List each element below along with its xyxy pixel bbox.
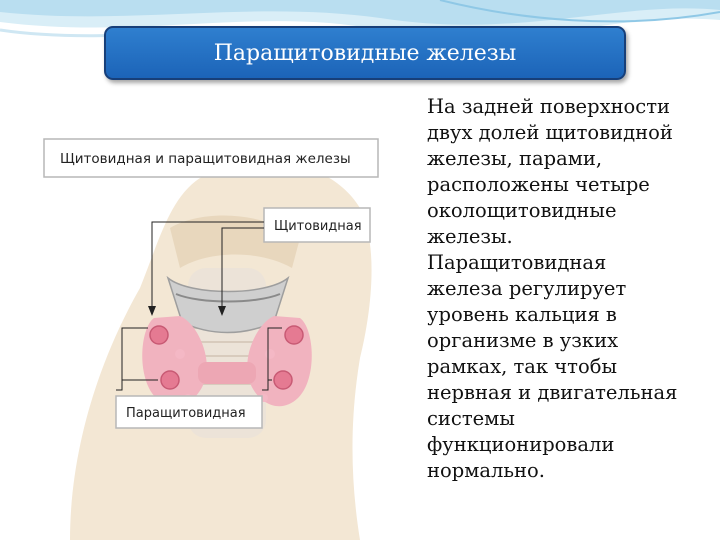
description-text: На задней поверхности двух долей щитовидной железы, парами, расположены четыре околощитовидные железы. Паращитовидная железа регулирует уровень кальция в организме в узких рамках, так чтобы нервная и двигательная системы функционировали нормально. (427, 95, 678, 482)
thyroid-diagram (30, 118, 410, 540)
thyroid-label: Щитовидная (274, 219, 362, 234)
slide-title: Паращитовидные железы (213, 40, 517, 66)
header-label: Щитовидная и паращитовидная железы (60, 151, 351, 167)
parathyroid-label: Паращитовидная (126, 406, 246, 421)
thyroid-illustration (30, 118, 410, 540)
slide-title-box (104, 26, 626, 80)
